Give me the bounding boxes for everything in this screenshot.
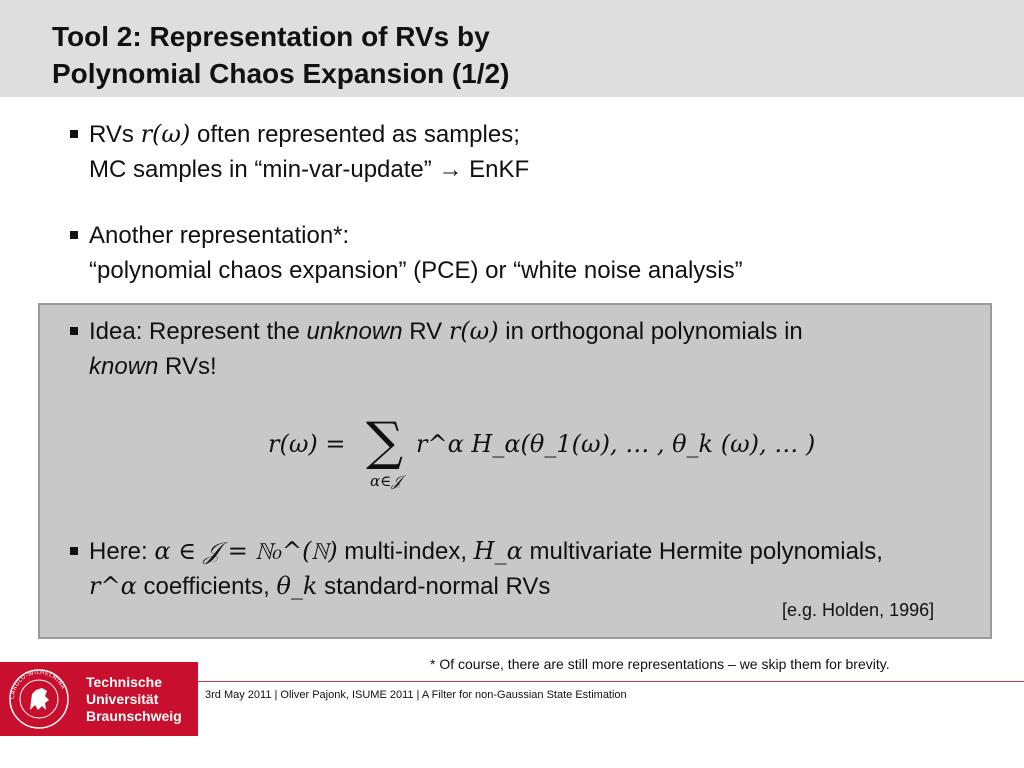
bullet-here [70,534,970,604]
bullet-another-line-1: Another representation*: [89,222,350,249]
citation: [e.g. Holden, 1996] [782,600,935,620]
slide-title-line-1: Tool 2: Representation of RVs by [52,21,490,52]
text-coefficients: coefficients, [136,573,277,600]
math-multi-index-set: α ∈ 𝒥 = ℕ₀^(ℕ) [154,537,338,565]
bullet-square-icon [70,130,78,138]
text-enkf: EnKF [462,156,530,183]
bullet-rvs-line-1 [89,117,970,152]
footnote: * Of course, there are still more representations – we skip them for brevity. [430,656,890,672]
formula-rhs: r^α H_α(θ_1(ω), … , θ_k (ω), … ) [416,430,816,458]
text-often-represented: often represented as samples; [190,121,520,148]
bullet-another-line-2: “polynomial chaos expansion” (PCE) or “white noise analysis” [89,257,743,284]
math-r-omega: r(ω) [448,317,499,345]
text-hermite-polynomials: multivariate Hermite polynomials, [522,538,883,565]
bullet-square-icon [70,231,78,239]
text-mc-samples: MC samples in “min-var-update” [89,156,439,183]
math-r-omega: r(ω) [140,120,191,148]
seal-text: CAROLO-WILHELMINA [9,669,66,700]
text-rvs: RVs [89,121,141,148]
math-h-alpha: H_α [473,537,523,565]
university-seal-icon [8,668,70,730]
bullet-here-line-2 [89,569,970,604]
text-unknown: unknown [306,318,403,345]
slide-title [52,18,509,92]
right-arrow-icon: → [438,156,463,183]
bullet-idea-line-1 [89,314,970,349]
footer-info: 3rd May 2011 | Oliver Pajonk, ISUME 2011 | A Filter for non-Gaussian State Estimation [205,689,627,701]
bullet-rvs-line-2 [89,152,970,187]
footer-divider [198,681,1024,682]
math-theta-k: θ_k [276,572,318,600]
summation-index: α∈𝒥 [370,472,402,490]
text-orthogonal-polynomials: in orthogonal polynomials in [498,318,803,345]
text-known: known [89,353,159,380]
text-standard-normal: standard-normal RVs [317,573,551,600]
text-idea: Idea: Represent the [89,318,307,345]
bullet-here-line-1 [89,534,970,569]
logo-line-1: Technische [86,674,162,690]
tu-braunschweig-logo [0,662,198,736]
bullet-square-icon [70,547,78,555]
bullet-idea [70,314,970,384]
text-multi-index: multi-index, [337,538,474,565]
text-rv: RV [402,318,449,345]
summation-symbol: ∑ [366,412,404,472]
logo-line-2: Universität [86,691,159,707]
math-r-alpha: r^α [89,572,137,600]
text-rvs-end: RVs! [158,353,217,380]
logo-line-3: Braunschweig [86,708,182,724]
bullet-square-icon [70,327,78,335]
formula-lhs: r(ω) = [268,430,346,458]
slide-title-line-2: Polynomial Chaos Expansion (1/2) [52,58,510,89]
text-here: Here: [89,538,155,565]
bullet-rvs-samples [70,117,970,187]
pce-formula [268,412,816,502]
bullet-idea-line-2 [89,349,970,384]
bullet-another-representation [70,218,970,288]
